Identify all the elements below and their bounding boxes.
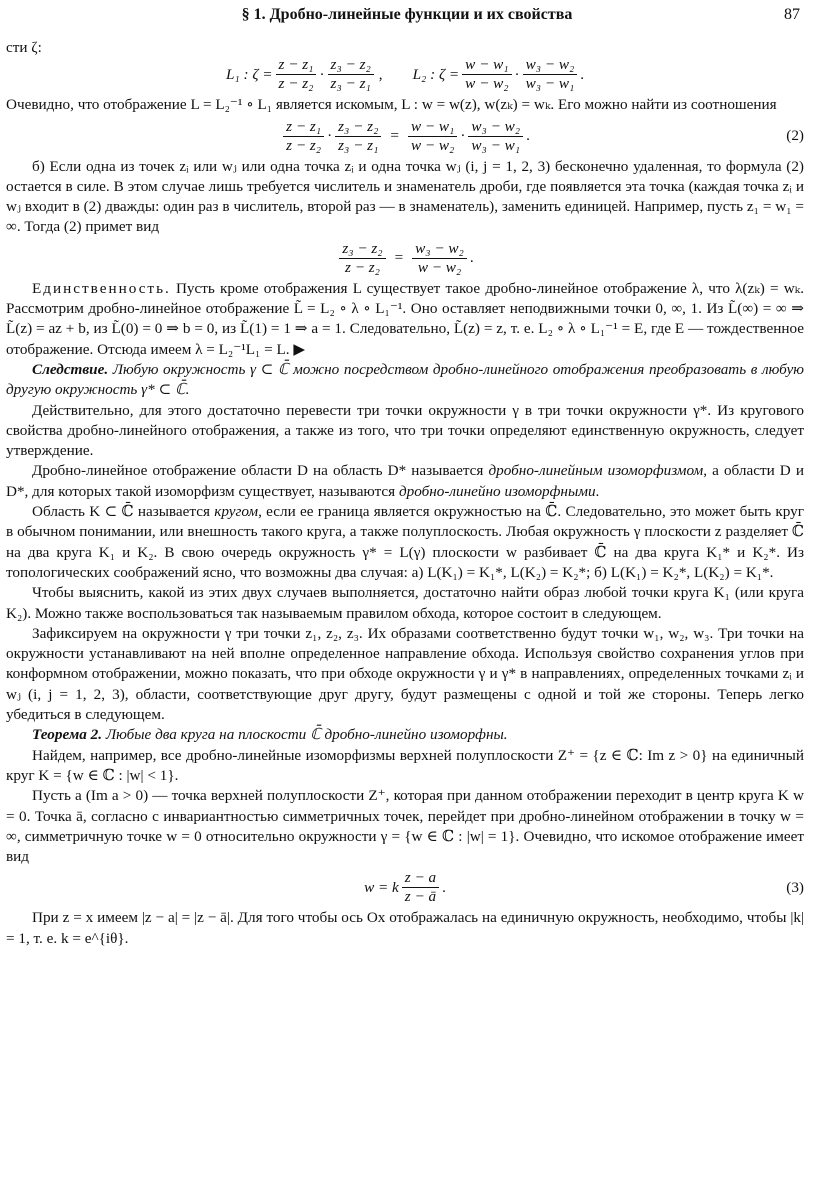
dot-operator: ·	[514, 65, 520, 83]
fraction	[339, 240, 385, 277]
numerator: w − w₁	[408, 118, 457, 137]
circle-definition	[6, 502, 804, 583]
definition-paragraph	[6, 461, 804, 502]
corollary-heading: Следствие.	[32, 360, 109, 378]
equation-2	[6, 118, 804, 155]
equals-sign: =	[394, 249, 404, 267]
uniqueness-paragraph	[6, 279, 804, 360]
fraction	[462, 56, 511, 93]
equation-3	[6, 869, 804, 906]
denominator: w − w₂	[417, 258, 462, 276]
equation-number: (2)	[786, 126, 804, 144]
period: .	[580, 65, 585, 83]
paragraph-text: Пусть кроме отображения L существует такое дробно-линейное отображение λ, что λ(zₖ) = wₖ. Рассмотрим дробно-линейное отображение L̃ = L₂ ∘ λ ∘ L₁⁻¹. Оно оставляет неподвижными точки 0, ∞, 1. Из L̃(∞) = ∞ ⇒ L̃(z) = az + b, из L̃(0) = 0 ⇒ b = 0, из L̃(1) = 1 ⇒ a = 1. Следовательно, L̃(z) = z, т. е. L₂ ∘ λ ∘ L₁⁻¹ = E, где E — тождественное отображение. Отсюда имеем λ = L₂⁻¹L₁ = L. ▶	[6, 279, 805, 358]
numerator: z₃ − z₂	[339, 240, 385, 259]
equation-number: (3)	[786, 878, 804, 896]
theorem	[6, 725, 804, 745]
fraction	[335, 118, 381, 155]
text: Дробно-линейное отображение области D на область D* называется	[32, 462, 489, 480]
text: Область K ⊂ ℂ̄ называется	[32, 503, 215, 521]
period: .	[442, 878, 446, 896]
paragraph: Очевидно, что отображение L = L₂⁻¹ ∘ L₁ является искомым, L : w = w(z), w(zₖ) = wₖ. Его можно найти из соотношения	[6, 96, 777, 114]
comma: ,	[378, 65, 383, 83]
dot-operator: ·	[327, 126, 333, 144]
eq3-lhs: w = k	[364, 878, 399, 896]
numerator: w₃ − w₂	[468, 118, 523, 137]
page-body	[6, 38, 804, 949]
paragraph: Действительно, для этого достаточно перевести три точки окружности γ в три точки окружности γ*. Из кругового свойства дробно-линейного отображения, а также из того, что три точки определяют единственную окружность, следует утверждение.	[6, 401, 804, 460]
denominator: w − w₂	[410, 136, 455, 154]
equation-simplified	[6, 240, 804, 277]
numerator: w₃ − w₂	[412, 240, 467, 259]
term: кругом	[214, 503, 259, 521]
paragraph: Пусть a (Im a > 0) — точка верхней полуплоскости Z⁺, которая при данном отображении переходит в центр круга K w = 0. Точка ā, согласно с инвариантностью симметричных точек, перейдет при дробно-линейном отображении в точку w = ∞, симметричную точке w = 0 относительно окружности γ = {w ∈ ℂ : |w| = 1}. Очевидно, что искомое отображение имеет вид	[6, 787, 804, 866]
formula-l1-l2	[6, 56, 804, 93]
denominator: w₃ − w₁	[471, 136, 521, 154]
term: дробно-линейно изоморфными	[398, 482, 596, 500]
period: .	[526, 126, 530, 144]
line-start: сти ζ:	[6, 39, 42, 56]
denominator: z − z₂	[286, 136, 322, 154]
denominator: w − w₂	[465, 75, 509, 93]
fraction	[468, 118, 523, 155]
text: , а области D и D*, для которых такой изоморфизм существует, называются	[6, 462, 804, 500]
dot-operator: ·	[319, 65, 325, 83]
corollary	[6, 360, 804, 401]
header-title: § 1. Дробно-линейные функции и их свойства	[241, 6, 573, 23]
fraction	[328, 56, 374, 93]
numerator: z − a	[402, 869, 439, 888]
corollary-text: Любую окружность γ ⊂ ℂ̄ можно посредством дробно-линейного отображения преобразовать в любую другую окружность γ* ⊂ ℂ̄.	[6, 360, 804, 399]
paragraph: При z = x имеем |z − a| = |z − ā|. Для того чтобы ось Ox отображалась на единичную окружность, необходимо, чтобы |k| = 1, т. е. k = e^{iθ}.	[6, 909, 804, 947]
fraction	[276, 56, 317, 93]
theorem-text: Любые два круга на плоскости ℂ̄ дробно-линейно изоморфны.	[105, 726, 508, 744]
fraction	[523, 56, 578, 93]
l1-label: L₁ : ζ =	[225, 65, 273, 83]
numerator: z₃ − z₂	[328, 56, 374, 75]
fraction	[412, 240, 467, 277]
numerator: z − z₁	[283, 118, 324, 137]
paragraph: Чтобы выяснить, какой из этих двух случаев выполняется, достаточно найти образ любой точки круга K₁ (или круга K₂). Можно также воспользоваться так называемым правилом обхода, которое состоит в следующем.	[6, 584, 804, 622]
theorem-heading: Теорема 2.	[32, 726, 103, 744]
dot-operator: ·	[460, 126, 466, 144]
uniqueness-heading: Единственность.	[32, 279, 171, 297]
denominator: z₃ − z₁	[330, 75, 371, 93]
equals-sign: =	[390, 126, 399, 144]
denominator: z − z₂	[345, 258, 380, 276]
paragraph: Зафиксируем на окружности γ три точки z₁, z₂, z₃. Их образами соответственно будут точки w₁, w₂, w₃. Три точки на окружности устанавливают на ней вполне определенное направление обхода. Используя свойство сохранения углов при конформном отображении, можно показать, что при обходе окружности γ и γ* в направлениях, определенных точками zᵢ и wⱼ (i, j = 1, 2, 3), области, соответствующие друг другу, будут размещены с одной и той же стороны. Теперь легко убедиться в следующем.	[6, 624, 804, 724]
fraction	[408, 118, 457, 155]
numerator: w₃ − w₂	[523, 56, 578, 75]
denominator: w₃ − w₁	[525, 75, 575, 93]
period: .	[469, 249, 474, 267]
text: .	[595, 482, 600, 500]
fraction	[283, 118, 324, 155]
term: дробно-линейным изоморфизмом	[488, 462, 704, 480]
running-header	[0, 4, 814, 28]
denominator: z₃ − z₁	[338, 136, 379, 154]
paragraph: б) Если одна из точек zᵢ или wⱼ или одна точка zᵢ и одна точка wⱼ (i, j = 1, 2, 3) бесконечно удаленная, то формула (2) остается в силе. В этом случае лишь требуется числитель и знаменатель дроби, где появляется эта точка (каждая точка zᵢ и wⱼ входит в (2) дважды: один раз в числитель, второй раз — в знаменатель), заменить единицей. Например, пусть z₁ = w₁ = ∞. Тогда (2) примет вид	[6, 157, 804, 236]
text: , если ее граница является окружностью на ℂ̄. Следовательно, это может быть круг в обычном понимании, или внешность такого круга, а также полуплоскость. Любая окружность γ плоскости z разделяет ℂ̄ на два круга K₁ и K₂. В свою очередь окружность γ* = L(γ) плоскости w разбивает ℂ̄ на два круга K₁* и K₂*. Из топологических соображений ясно, что возможны два случая: а) L(K₁) = K₁*, L(K₂) = K₂*; б) L(K₁) = K₂*, L(K₂) = K₁*.	[6, 503, 805, 581]
numerator: w − w₁	[462, 56, 511, 75]
denominator: z − z₂	[278, 75, 314, 93]
l2-label: L₂ : ζ =	[412, 65, 460, 83]
fraction	[402, 869, 439, 906]
numerator: z₃ − z₂	[335, 118, 381, 137]
denominator: z − ā	[404, 888, 437, 906]
page-number: 87	[784, 6, 800, 23]
paragraph: Найдем, например, все дробно-линейные изоморфизмы верхней полуплоскости Z⁺ = {z ∈ ℂ: Im z > 0} на единичный круг K = {w ∈ ℂ : |w| < 1}.	[6, 746, 804, 784]
numerator: z − z₁	[276, 56, 317, 75]
